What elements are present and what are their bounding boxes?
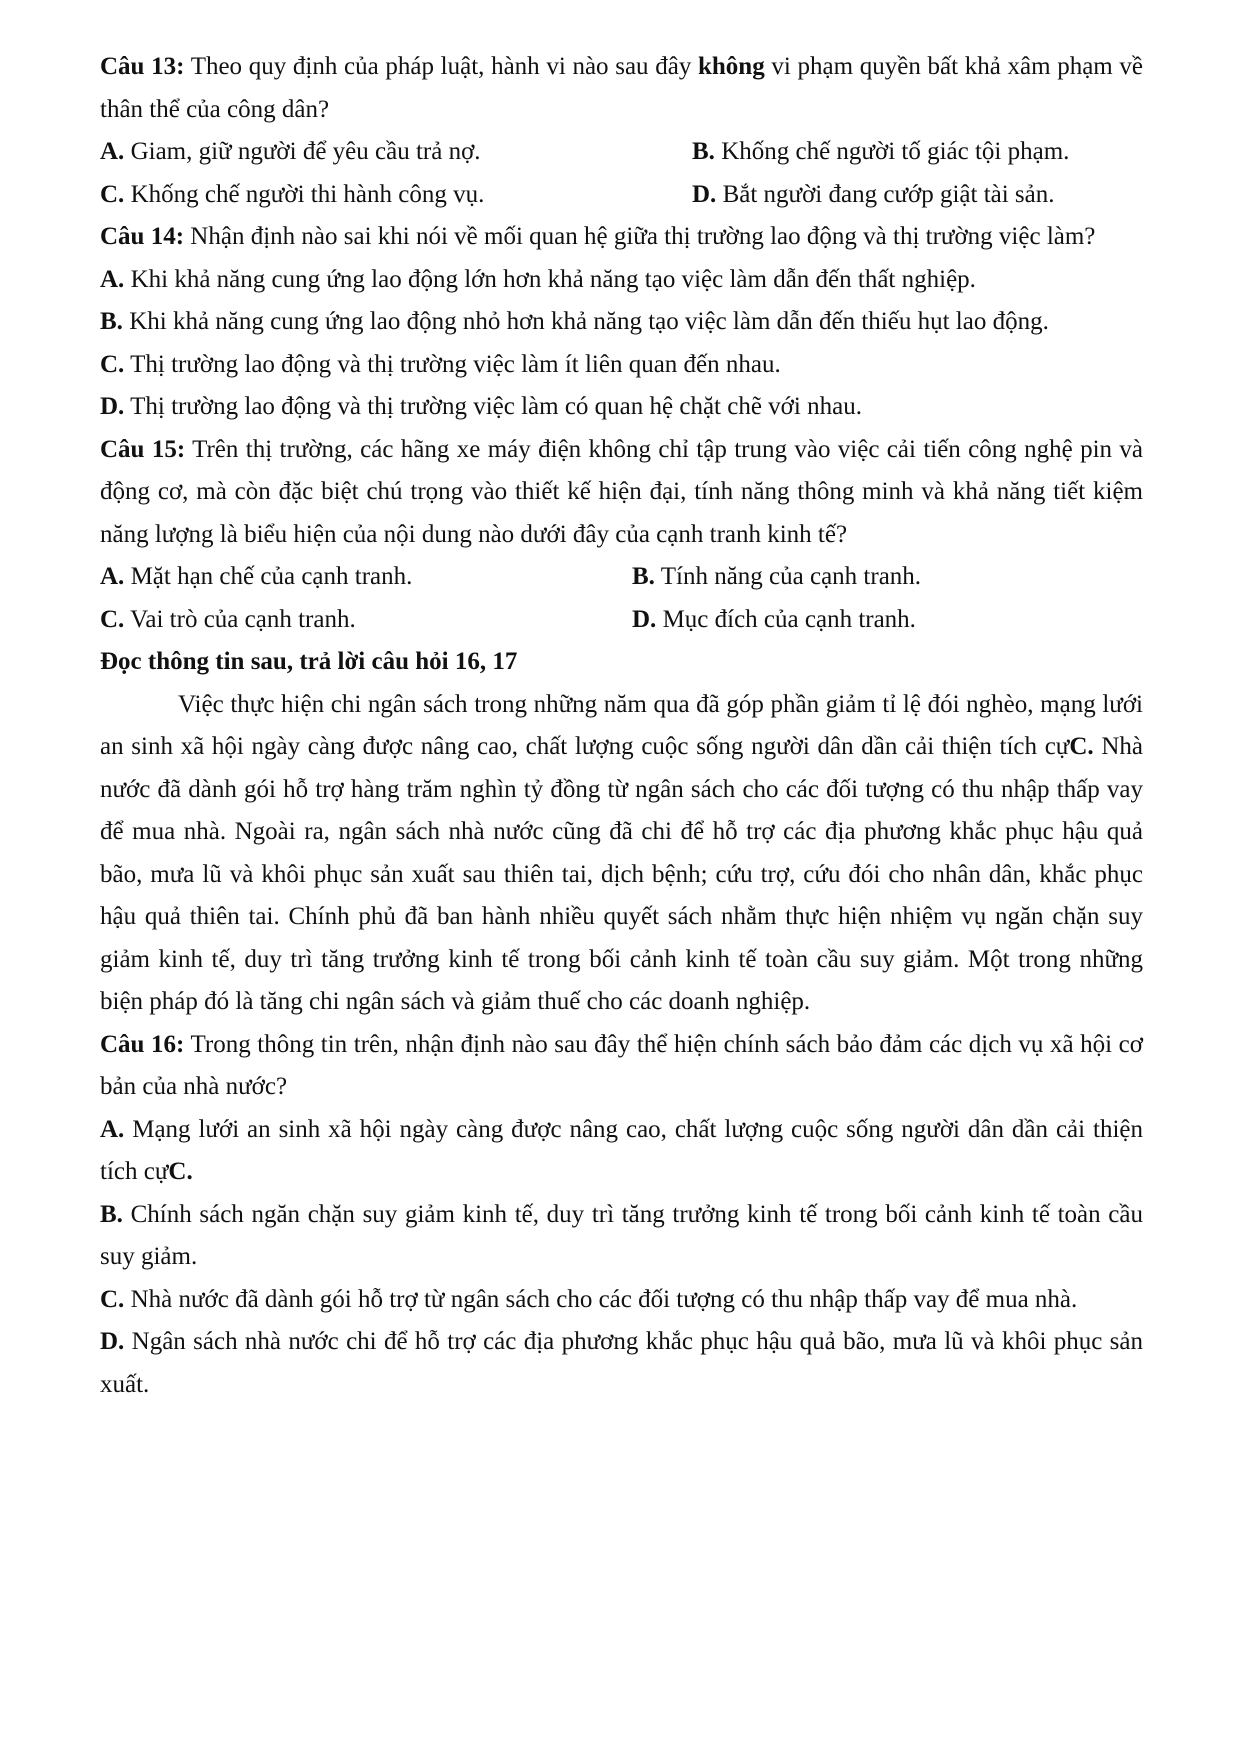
option-text: Tính năng của cạnh tranh. xyxy=(654,563,922,590)
option-letter: B. xyxy=(632,563,655,590)
option-text: Nhà nước đã dành gói hỗ trợ từ ngân sách cho các đối tượng có thu nhập thấp vay để mua nhà. xyxy=(124,1285,1078,1313)
option-text: Ngân sách nhà nước chi để hỗ trợ các địa phương khắc phục hậu quả bão, mưa lũ và khôi phục sản xuất. xyxy=(100,1328,1143,1398)
option-letter: A. xyxy=(100,265,125,293)
option-bold-tail: C. xyxy=(168,1158,193,1185)
question-label: Câu 14: xyxy=(100,223,185,250)
heading-text: Đọc thông tin sau, trả lời câu hỏi 16, 17 xyxy=(100,648,518,675)
question-text: Trên thị trường, các hãng xe máy điện không chỉ tập trung vào việc cải tiến công nghệ pin và động cơ, mà còn đặc biệt chú trọng vào thiết kế hiện đại, tính năng thông minh và khả năng tiết kiệm năng lượng là biểu hiện của nội dung nào dưới đây của cạnh tranh kinh tế? xyxy=(100,435,1143,548)
option-letter: A. xyxy=(100,1115,125,1143)
question-15-options-row-2 xyxy=(100,599,1143,642)
question-15-options-row-1 xyxy=(100,556,1143,599)
option-text: Khi khả năng cung ứng lao động lớn hơn khả năng tạo việc làm dẫn đến thất nghiệp. xyxy=(124,265,976,293)
option-text: Khống chế người tố giác tội phạm. xyxy=(714,138,1070,165)
option-c[interactable] xyxy=(100,344,1143,387)
option-text: Chính sách ngăn chặn suy giảm kinh tế, duy trì tăng trưởng kinh tế trong bối cảnh kinh tế toàn cầu suy giảm. xyxy=(100,1200,1143,1270)
option-text: Mục đích của cạnh tranh. xyxy=(656,605,916,633)
option-text: Thị trường lao động và thị trường việc làm ít liên quan đến nhau. xyxy=(124,350,781,378)
passage-bold-text: C. xyxy=(1069,733,1094,760)
reading-heading xyxy=(100,641,1143,684)
option-letter: C. xyxy=(100,1285,125,1313)
option-letter: D. xyxy=(100,1328,125,1355)
question-16-stem xyxy=(100,1024,1143,1109)
option-text: Thị trường lao động và thị trường việc làm có quan hệ chặt chẽ với nhau. xyxy=(124,393,862,420)
question-label: Câu 15: xyxy=(100,435,186,463)
question-13-options-row-2 xyxy=(100,174,1143,217)
option-letter: C. xyxy=(100,605,125,633)
emphasis-text: không xyxy=(698,53,765,80)
option-text: Khi khả năng cung ứng lao động nhỏ hơn khả năng tạo việc làm dẫn đến thiếu hụt lao động. xyxy=(122,308,1049,335)
question-14-stem xyxy=(100,216,1143,259)
reading-passage xyxy=(100,684,1143,1024)
option-d[interactable] xyxy=(100,386,1143,429)
option-text: Vai trò của cạnh tranh. xyxy=(124,605,356,633)
question-text: Theo quy định của pháp luật, hành vi nào sau đây xyxy=(184,53,698,80)
option-text: Mạng lưới an sinh xã hội ngày càng được nâng cao, chất lượng cuộc sống người dân dần cải thiện tích cự xyxy=(100,1115,1143,1185)
option-letter: A. xyxy=(100,138,125,165)
question-label: Câu 13: xyxy=(100,53,185,80)
option-c[interactable] xyxy=(100,599,632,642)
option-d[interactable] xyxy=(632,599,916,642)
option-letter: C. xyxy=(100,350,125,378)
option-a[interactable] xyxy=(100,1109,1143,1194)
option-b[interactable] xyxy=(100,301,1143,344)
option-letter: D. xyxy=(632,605,657,633)
option-text: Khống chế người thi hành công vụ. xyxy=(124,180,485,208)
option-a[interactable] xyxy=(100,259,1143,302)
option-letter: D. xyxy=(100,393,125,420)
question-text: vi phạm quyền bất khả xâm phạm về thân thể của công dân? xyxy=(100,53,1144,123)
question-13-options-row-1 xyxy=(100,131,1143,174)
option-c[interactable] xyxy=(100,174,692,217)
question-13-stem xyxy=(100,46,1143,131)
option-c[interactable] xyxy=(100,1279,1143,1322)
option-a[interactable] xyxy=(100,131,692,174)
option-letter: C. xyxy=(100,180,125,208)
option-text: Bắt người đang cướp giật tài sản. xyxy=(716,180,1055,208)
question-15-stem xyxy=(100,429,1143,557)
option-b[interactable] xyxy=(100,1194,1143,1279)
option-text: Giam, giữ người để yêu cầu trả nợ. xyxy=(124,138,481,165)
option-text: Mặt hạn chế của cạnh tranh. xyxy=(124,563,413,590)
question-label: Câu 16: xyxy=(100,1030,185,1058)
question-text: Trong thông tin trên, nhận định nào sau đây thể hiện chính sách bảo đảm các dịch vụ xã hội cơ bản của nhà nước? xyxy=(100,1030,1143,1100)
option-a[interactable] xyxy=(100,556,632,599)
option-b[interactable] xyxy=(632,556,921,599)
option-letter: D. xyxy=(692,180,717,208)
option-d[interactable] xyxy=(100,1321,1143,1406)
option-letter: B. xyxy=(692,138,715,165)
passage-text: Nhà nước đã dành gói hỗ trợ hàng trăm nghìn tỷ đồng từ ngân sách cho các đối tượng có thu nhập thấp vay để mua nhà. Ngoài ra, ngân sách nhà nước cũng đã chi để hỗ trợ các địa phương khắc phục hậu quả bão, mưa lũ và khôi phục sản xuất sau thiên tai, dịch bệnh; cứu trợ, cứu đói cho nhân dân, khắc phục hậu quả thiên tai. Chính phủ đã ban hành nhiều quyết sách nhằm thực hiện nhiệm vụ ngăn chặn suy giảm kinh tế, duy trì tăng trưởng kinh tế trong bối cảnh kinh tế toàn cầu suy giảm. Một trong những biện pháp đó là tăng chi ngân sách và giảm thuế cho các doanh nghiệp. xyxy=(100,733,1144,1015)
option-d[interactable] xyxy=(692,174,1055,217)
question-text: Nhận định nào sai khi nói về mối quan hệ giữa thị trường lao động và thị trường việc làm? xyxy=(184,223,1096,250)
option-b[interactable] xyxy=(692,131,1069,174)
option-letter: B. xyxy=(100,308,123,335)
passage-text: Việc thực hiện chi ngân sách trong những năm qua đã góp phần giảm tỉ lệ đói nghèo, mạng lưới an sinh xã hội ngày càng được nâng cao, chất lượng cuộc sống người dân dần cải thiện tích cự xyxy=(100,690,1143,760)
option-letter: B. xyxy=(100,1200,123,1228)
option-letter: A. xyxy=(100,563,125,590)
